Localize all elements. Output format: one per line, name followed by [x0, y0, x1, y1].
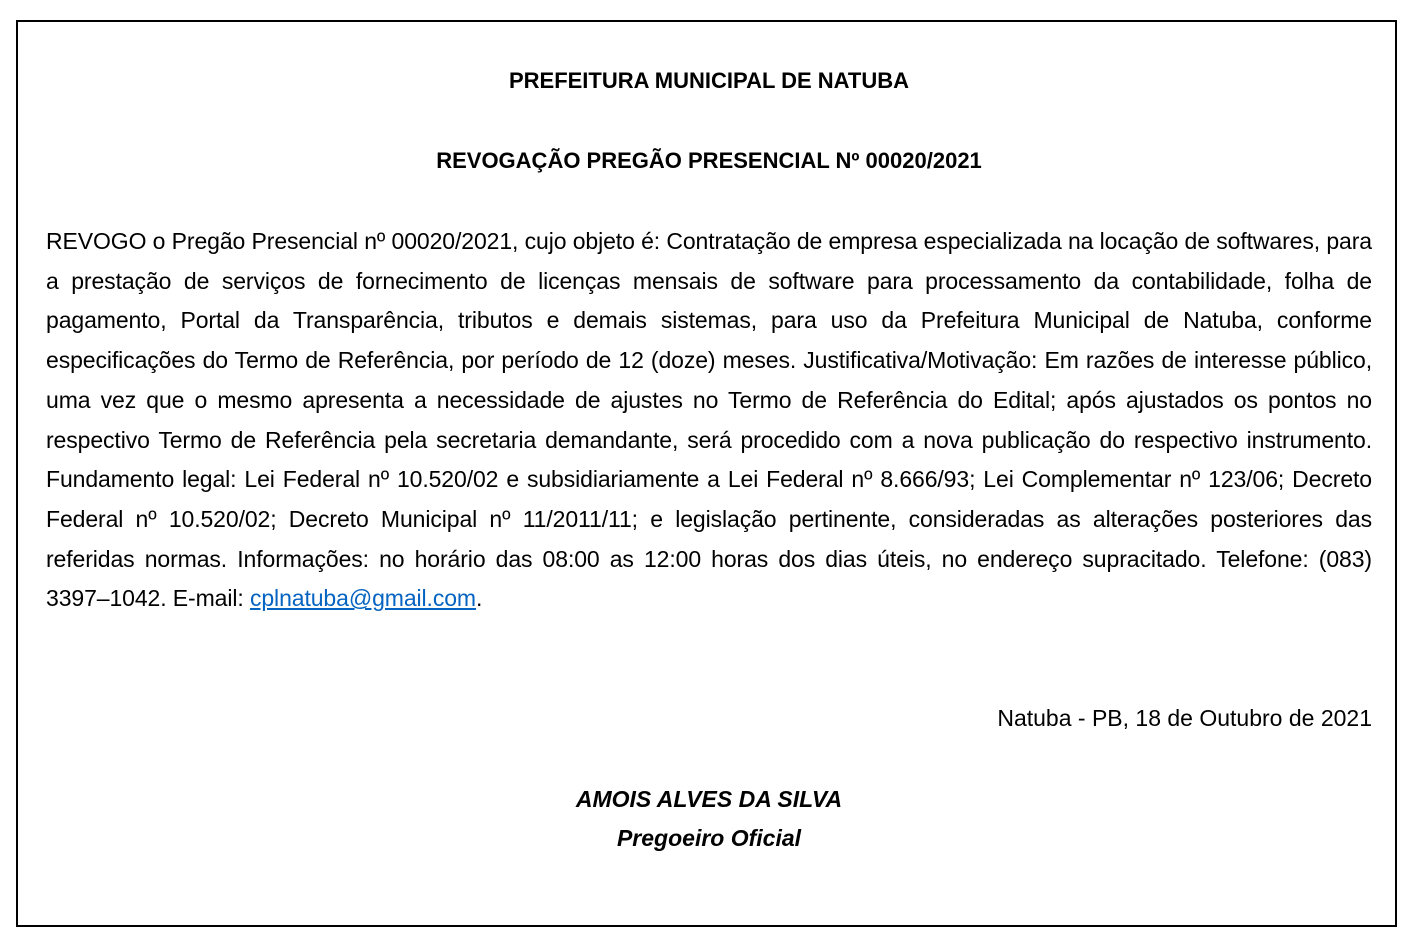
signer-role: Pregoeiro Oficial: [616, 825, 802, 851]
email-link[interactable]: cplnatuba@gmail.com: [249, 585, 476, 612]
body-text-main: REVOGO o Pregão Presencial nº 00020/2021, cujo objeto é: Contratação de empresa especializada na locação de softwares, para a prestação de serviços de fornecimento de licenças mensais de software para processamento da contabilidade, folha de pagamento, Portal da Transparência, tributos e demais sistemas, para uso da Prefeitura Municipal de Natuba, conforme especificações do Termo de Referência, por período de 12 (doze) meses. Justificativa/Motivação: Em razões de interesse público, uma vez que o mesmo apresenta a necessidade de ajustes no Termo de Referência do Edital; após ajustados os pontos no respectivo Termo de Referência pela secretaria demandante, será procedido com a nova publicação do respectivo instrumento. Fundamento legal: Lei Federal nº 10.520/02 e subsidiariamente a Lei Federal nº 8.666/93; Lei Complementar nº 123/06; Decreto Federal nº 10.520/02; Decreto Municipal nº 11/2011/11; e legislação pertinente, consideradas as alterações posteriores das referidas normas. Informações: no horário das 08:00 as 12:00 horas dos dias úteis, no endereço supracitado. Telefone: (083) 3397–1042. E-mail:: [46, 228, 1372, 612]
organization-heading: PREFEITURA MUNICIPAL DE NATUBA: [508, 68, 910, 93]
place-and-date: Natuba - PB, 18 de Outubro de 2021: [997, 705, 1372, 731]
document-title: REVOGAÇÃO PREGÃO PRESENCIAL Nº 00020/2021: [436, 148, 982, 173]
revocation-body: [46, 222, 1372, 619]
signer-name: AMOIS ALVES DA SILVA: [575, 786, 843, 812]
body-text-end: .: [475, 585, 483, 612]
